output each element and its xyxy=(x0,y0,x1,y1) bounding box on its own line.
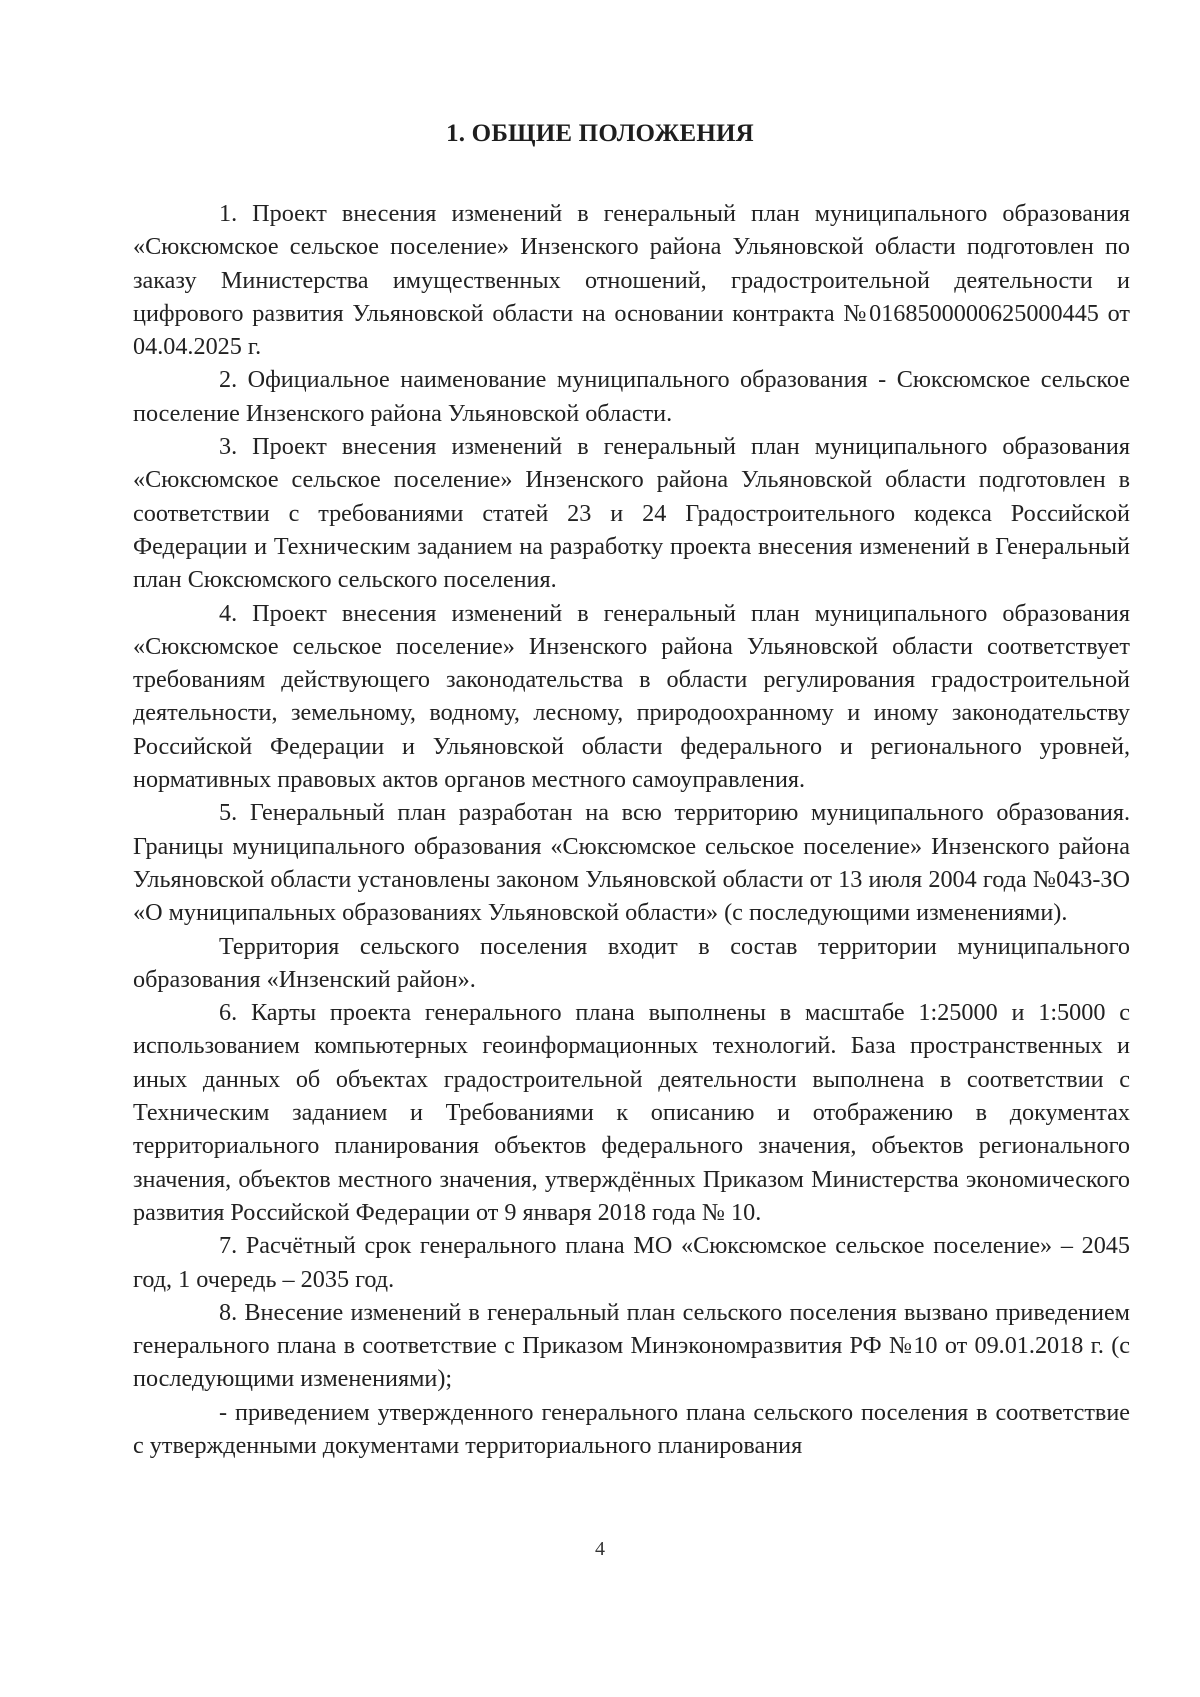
body-text xyxy=(133,197,1130,1462)
paragraph-8-bullet: - приведением утвержденного генерального плана сельского поселения в соответствие с утвержденными документами территориального планирования xyxy=(133,1398,1130,1459)
paragraph-7: 7. Расчётный срок генерального плана МО «Сюксюмское сельское поселение» – 2045 год, 1 очередь – 2035 год. xyxy=(133,1232,1130,1293)
paragraph-5: 5. Генеральный план разработан на всю территорию муниципального образования. Границы муниципального образования «Сюксюмское сельское поселение» Инзенского района Ульяновской области установлены законом Ульяновской области от 13 июля 2004 года №043-ЗО «О муниципальных образованиях Ульяновской области» (с последующими изменениями). xyxy=(133,799,1130,927)
paragraph-1: 1. Проект внесения изменений в генеральный план муниципального образования «Сюксюмское сельское поселение» Инзенского района Ульяновской области подготовлен по заказу Министерства имущественных отношений, градостроительной деятельности и цифрового развития Ульяновской области на основании контракта №0168500000625000445 от 04.04.2025 г. xyxy=(133,200,1130,361)
section-heading: 1. ОБЩИЕ ПОЛОЖЕНИЯ xyxy=(446,120,754,147)
paragraph-6: 6. Карты проекта генерального плана выполнены в масштабе 1:25000 и 1:5000 с использованием компьютерных геоинформационных технологий. База пространственных и иных данных об объектах градостроительной деятельности выполнена в соответствии с Техническим заданием и Требованиями к описанию и отображению в документах территориального планирования объектов федерального значения, объектов регионального значения, объектов местного значения, утверждённых Приказом Министерства экономического развития Российской Федерации от 9 января 2018 года № 10. xyxy=(133,999,1130,1226)
paragraph-2: 2. Официальное наименование муниципального образования - Сюксюмское сельское поселение Инзенского района Ульяновской области. xyxy=(133,366,1130,427)
paragraph-territory: Территория сельского поселения входит в состав территории муниципального образования «Инзенский район». xyxy=(133,932,1130,993)
paragraph-3: 3. Проект внесения изменений в генеральный план муниципального образования «Сюксюмское сельское поселение» Инзенского района Ульяновской области подготовлен в соответствии с требованиями статей 23 и 24 Градостроительного кодекса Российской Федерации и Техническим заданием на разработку проекта внесения изменений в Генеральный план Сюксюмского сельского поселения. xyxy=(133,433,1130,594)
page-number: 4 xyxy=(595,1538,605,1560)
paragraph-4: 4. Проект внесения изменений в генеральный план муниципального образования «Сюксюмское сельское поселение» Инзенского района Ульяновской области соответствует требованиям действующего законодательства в области регулирования градостроительной деятельности, земельному, водному, лесному, природоохранному и иному законодательству Российской Федерации и Ульяновской области федерального и регионального уровней, нормативных правовых актов органов местного самоуправления. xyxy=(133,599,1130,794)
paragraph-8: 8. Внесение изменений в генеральный план сельского поселения вызвано приведением генерального плана в соответствие с Приказом Минэкономразвития РФ №10 от 09.01.2018 г. (с последующими изменениями); xyxy=(133,1298,1130,1393)
